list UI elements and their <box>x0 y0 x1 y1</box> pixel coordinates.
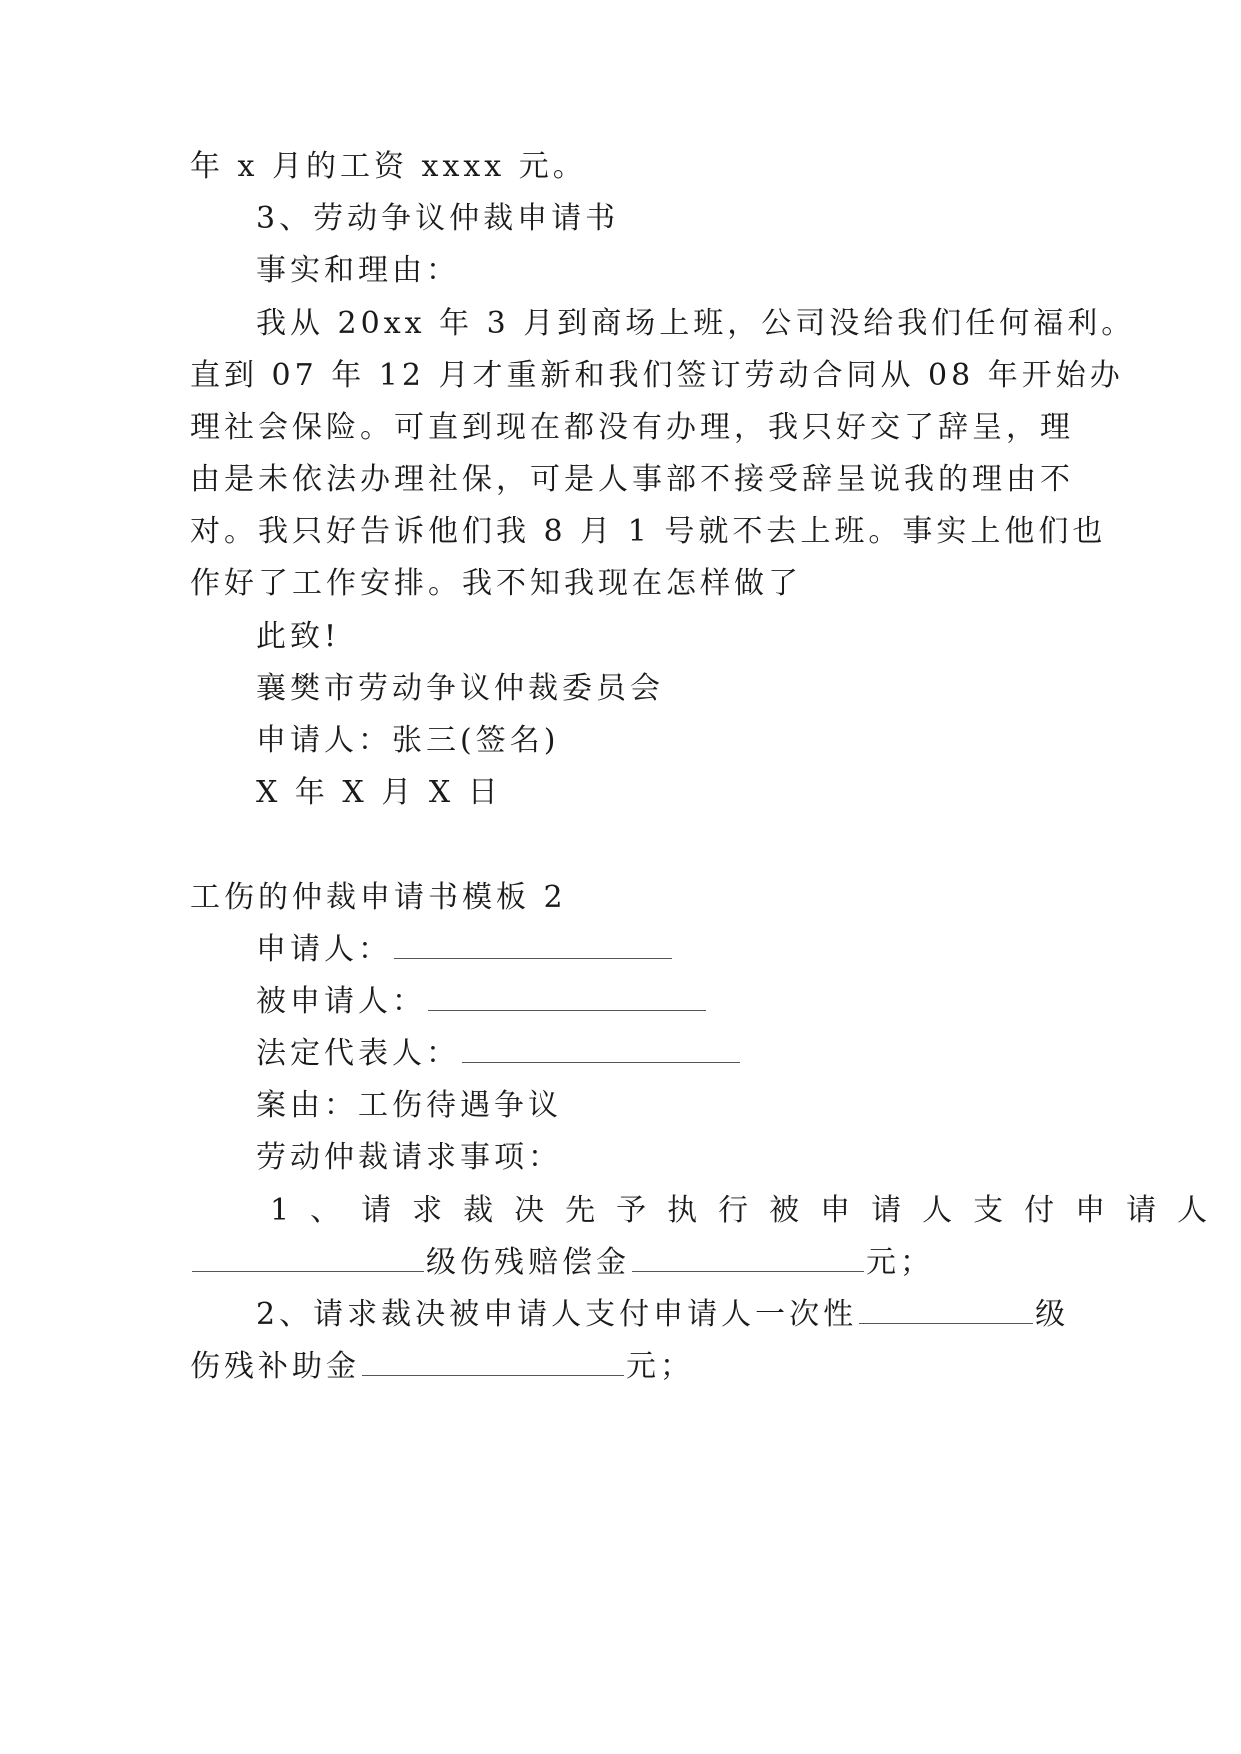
applicant-blank <box>394 932 672 959</box>
claim-item-2-level: 级 <box>1035 1297 1070 1332</box>
text-line: 直到 07 年 12 月才重新和我们签订劳动合同从 08 年开始办 <box>190 358 1124 393</box>
one-time-level-blank <box>859 1297 1033 1324</box>
claim-item-2 <box>256 1295 1069 1335</box>
claim-item-1-text: 级伤残赔偿金 <box>426 1245 630 1280</box>
claims-heading: 劳动仲裁请求事项： <box>256 1140 562 1175</box>
text-line: 对。我只好告诉他们我 8 月 1 号就不去上班。事实上他们也 <box>190 514 1107 549</box>
claim-item-2-cont <box>190 1347 694 1387</box>
applicant-field <box>256 930 674 970</box>
signature-line: 申请人：张三(签名) <box>256 723 560 758</box>
text-line: 作好了工作安排。我不知我现在怎样做了 <box>190 566 802 601</box>
date-line: X 年 X 月 X 日 <box>256 775 502 810</box>
text-line: 事实和理由： <box>256 253 460 288</box>
applicant-label: 申请人： <box>256 932 392 967</box>
respondent-blank <box>428 984 706 1011</box>
legal-rep-label: 法定代表人： <box>256 1036 460 1071</box>
legal-rep-blank <box>462 1036 740 1063</box>
claim-item-2-unit: 元； <box>626 1349 694 1384</box>
text-line: 由是未依法办理社保，可是人事部不接受辞呈说我的理由不 <box>190 462 1074 497</box>
claim-item-2-cont-text: 伤残补助金 <box>190 1349 360 1384</box>
text-line: 理社会保险。可直到现在都没有办理，我只好交了辞呈，理 <box>190 410 1074 445</box>
claim-item-2-text: 2、请求裁决被申请人支付申请人一次性 <box>256 1297 858 1332</box>
text-line: 年 x 月的工资 xxxx 元。 <box>190 149 587 184</box>
text-line: 我从 20xx 年 3 月到商场上班，公司没给我们任何福利。 <box>256 306 1136 341</box>
respondent-label: 被申请人： <box>256 984 426 1019</box>
closing-salutation: 此致! <box>256 619 341 654</box>
cause-line: 案由：工伤待遇争议 <box>256 1088 562 1123</box>
recipient-line: 襄樊市劳动争议仲裁委员会 <box>256 671 664 706</box>
respondent-field <box>256 982 708 1022</box>
claim-item-1-unit: 元； <box>866 1245 934 1280</box>
disability-level-blank <box>192 1245 424 1272</box>
legal-rep-field <box>256 1034 742 1074</box>
claim-item-1-cont <box>190 1243 934 1283</box>
claim-item-1: 1、请求裁决先予执行被申请人支付申请人 <box>270 1193 1229 1228</box>
template-title: 工伤的仲裁申请书模板 2 <box>190 880 567 915</box>
subsidy-amount-blank <box>362 1349 624 1376</box>
compensation-amount-blank <box>632 1245 864 1272</box>
section-heading: 3、劳动争议仲裁申请书 <box>256 201 620 236</box>
